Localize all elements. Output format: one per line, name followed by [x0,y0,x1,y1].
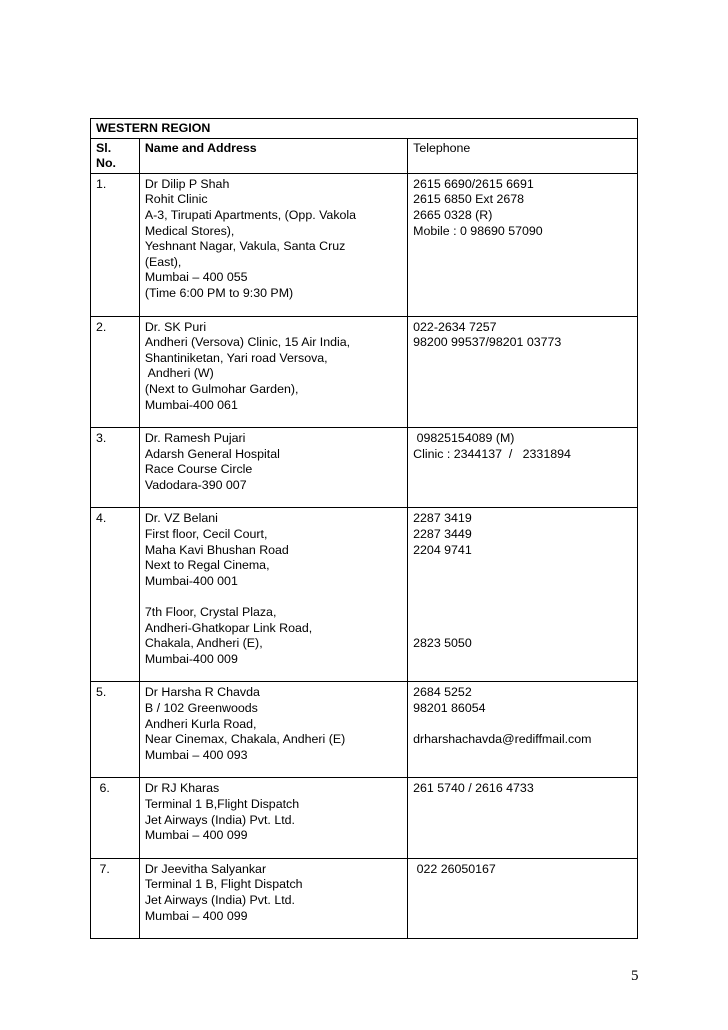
region-header-row [91,119,638,139]
cell-telephone: 022 26050167 [408,858,638,938]
col-header-sl: Sl. No. [91,138,140,173]
cell-name-address: Dr. Ramesh Pujari Adarsh General Hospital Race Course Circle Vadodara-390 007 [139,428,407,508]
cell-sl: 1. [91,173,140,316]
table-row [91,858,638,938]
cell-sl: 7. [91,858,140,938]
page-number: 5 [631,968,639,984]
cell-telephone: 2684 5252 98201 86054 drharshachavda@rediffmail.com [408,682,638,778]
cell-name-address: Dr Harsha R Chavda B / 102 Greenwoods Andheri Kurla Road, Near Cinemax, Chakala, Andheri (E) Mumbai – 400 093 [139,682,407,778]
cell-sl: 2. [91,316,140,428]
table-row [91,428,638,508]
table-row [91,173,638,316]
cell-telephone: 09825154089 (M) Clinic : 2344137 / 2331894 [408,428,638,508]
cell-telephone: 2615 6690/2615 6691 2615 6850 Ext 2678 2665 0328 (R) Mobile : 0 98690 57090 [408,173,638,316]
table-body [91,119,638,939]
table-row [91,508,638,682]
cell-name-address: Dr. VZ Belani First floor, Cecil Court, Maha Kavi Bhushan Road Next to Regal Cinema, Mumbai-400 001 7th Floor, Crystal Plaza, Andheri-Ghatkopar Link Road, Chakala, Andheri (E), Mumbai-400 009 [139,508,407,682]
col-header-name: Name and Address [139,138,407,173]
cell-telephone: 022-2634 7257 98200 99537/98201 03773 [408,316,638,428]
cell-sl: 4. [91,508,140,682]
doctor-directory-table [90,118,638,939]
cell-name-address: Dr RJ Kharas Terminal 1 B,Flight Dispatch Jet Airways (India) Pvt. Ltd. Mumbai – 400 099 [139,778,407,858]
cell-name-address: Dr. SK Puri Andheri (Versova) Clinic, 15 Air India, Shantiniketan, Yari road Versova, Andheri (W) (Next to Gulmohar Garden), Mumbai-400 061 [139,316,407,428]
cell-sl: 6. [91,778,140,858]
col-header-telephone: Telephone [408,138,638,173]
table-row [91,682,638,778]
region-title: WESTERN REGION [91,119,638,139]
cell-sl: 3. [91,428,140,508]
cell-name-address: Dr Jeevitha Salyankar Terminal 1 B, Flight Dispatch Jet Airways (India) Pvt. Ltd. Mumbai – 400 099 [139,858,407,938]
cell-telephone: 261 5740 / 2616 4733 [408,778,638,858]
table-row [91,778,638,858]
cell-telephone: 2287 3419 2287 3449 2204 9741 2823 5050 [408,508,638,682]
table-row [91,316,638,428]
cell-name-address: Dr Dilip P Shah Rohit Clinic A-3, Tirupati Apartments, (Opp. Vakola Medical Stores), Yeshnant Nagar, Vakula, Santa Cruz (East), Mumbai – 400 055 (Time 6:00 PM to 9:30 PM) [139,173,407,316]
column-header-row [91,138,638,173]
cell-sl: 5. [91,682,140,778]
